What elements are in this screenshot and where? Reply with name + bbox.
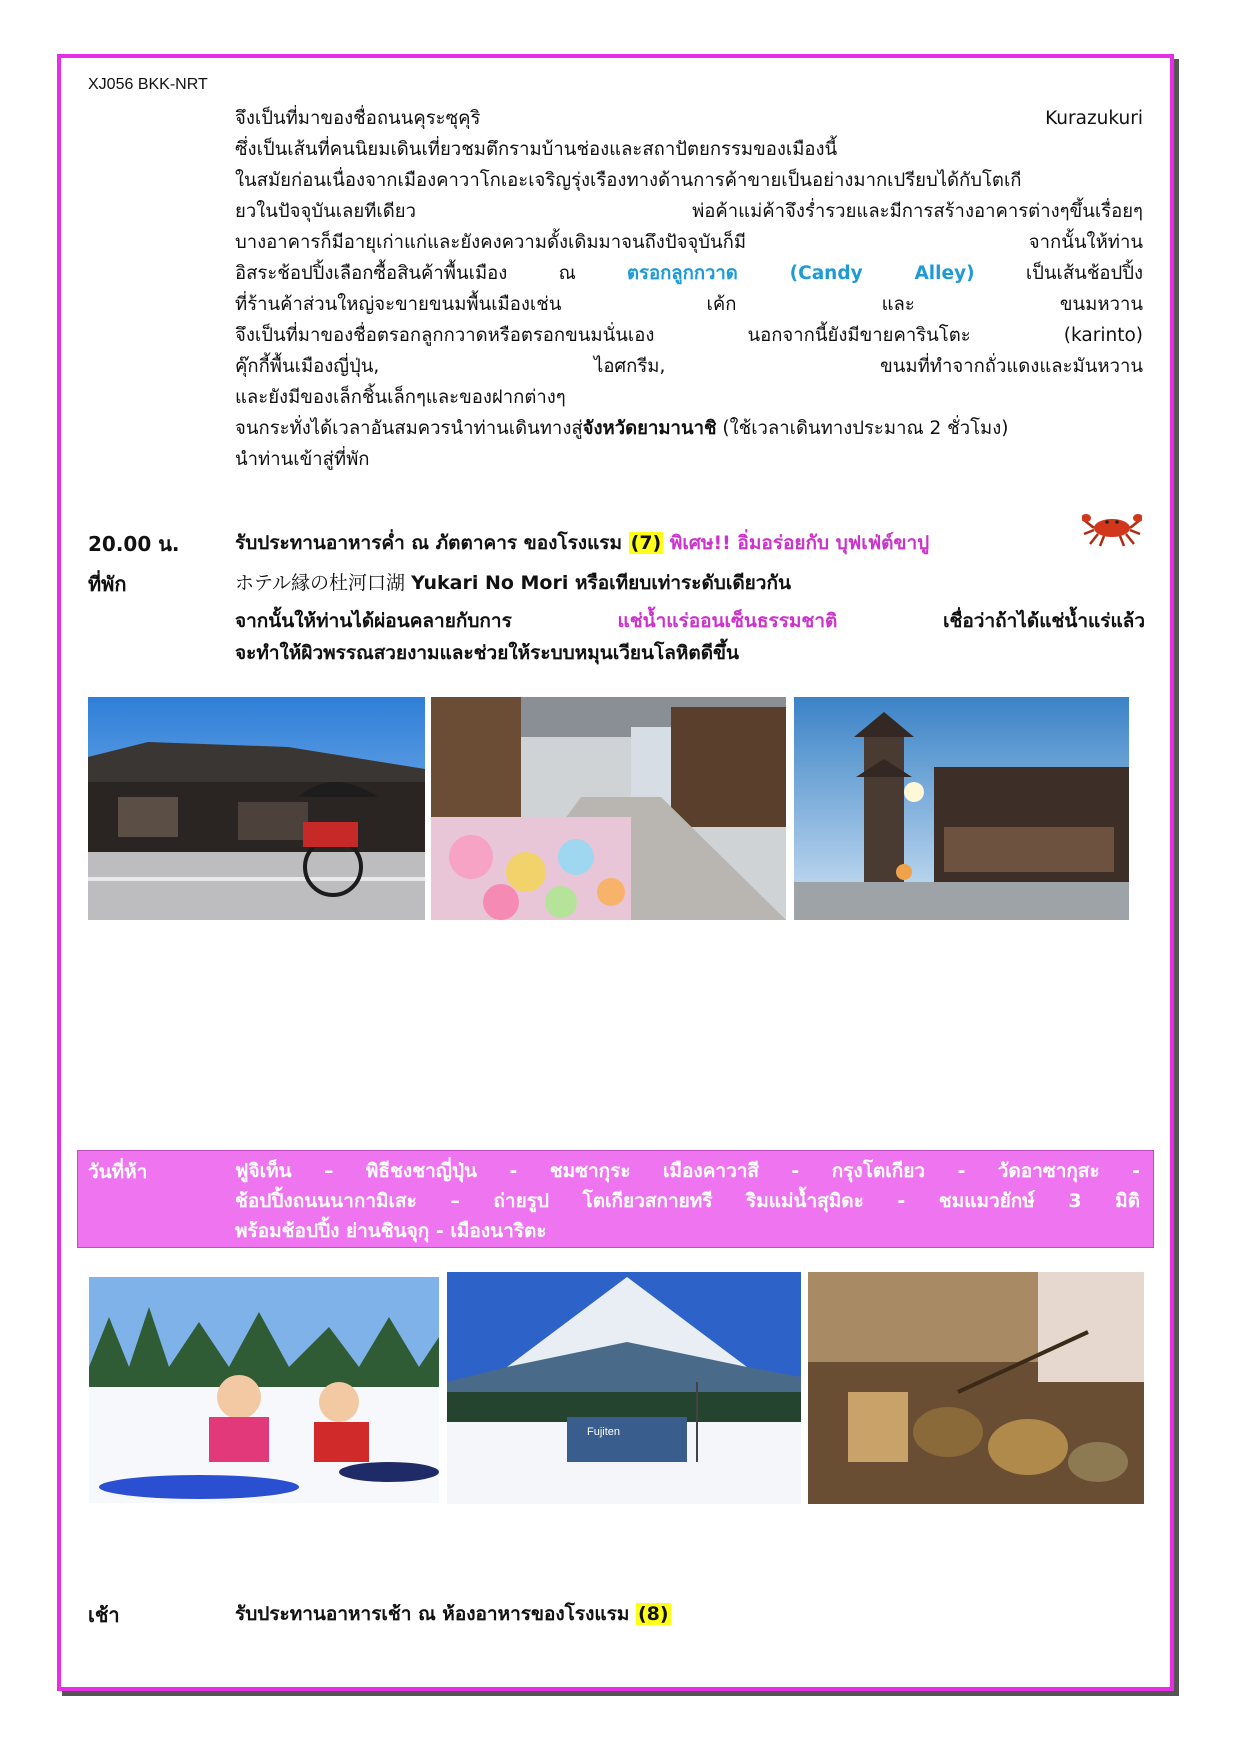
meal-number-badge: (8) xyxy=(637,1603,669,1625)
special-buffet-text: พิเศษ!! อิ่มอร่อยกับ บุฟเฟ่ต์ขาปู xyxy=(663,532,930,554)
ski-lodge-sign: Fujiten xyxy=(587,1426,621,1438)
hotel-japanese-name: ホテル縁の杜河口湖 xyxy=(235,572,412,594)
onsen-highlight: แช่น้ำแร่ออนเซ็นธรรมชาติ xyxy=(617,610,838,632)
crab-icon xyxy=(1082,510,1142,550)
photo-bell-tower xyxy=(794,697,1129,920)
intro-line: ยวในปัจจุบันเลยทีเดียว พ่อค้าแม่ค้าจึงร่ำรวยและมีการสร้างอาคารต่างๆขึ้นเรื่อยๆ xyxy=(235,201,1143,222)
photo-kurazukuri-street-rickshaw xyxy=(88,697,425,920)
hotel-name: Yukari No Mori xyxy=(411,572,569,594)
candy-alley-highlight: ตรอกลูกกวาด (Candy Alley) xyxy=(627,263,975,284)
intro-line: และยังมีของเล็กชิ้นเล็กๆและของฝากต่างๆ xyxy=(235,387,566,408)
photo-candy-alley xyxy=(431,697,786,920)
dinner-time: 20.00 น. xyxy=(88,532,180,556)
breakfast-label: เช้า xyxy=(88,1603,120,1627)
intro-line: ที่ร้านค้าส่วนใหญ่จะขายขนมพื้นเมืองเช่น เค้ก และ ขนมหวาน xyxy=(235,294,1143,315)
intro-paragraph xyxy=(235,103,1143,475)
photo-fujiten-ski-resort xyxy=(447,1272,801,1504)
itinerary-line: ช้อปปิ้งถนนนากามิเสะ – ถ่ายรูป โตเกียวสกายทรี ริมแม่น้ำสุมิดะ - ชมแมวยักษ์ 3 มิติ xyxy=(235,1190,1140,1212)
onsen-line-1: จากนั้นให้ท่านได้ผ่อนคลายกับการ แช่น้ำแร่ออนเซ็นธรรมชาติ เชื่อว่าถ้าได้แช่น้ำแร่แล้ว xyxy=(235,610,1145,632)
intro-line: จึงเป็นที่มาของชื่อถนนคุระซุคุริ Kurazukuri xyxy=(235,108,1143,129)
day-five-banner xyxy=(77,1150,1154,1248)
intro-line: ซึ่งเป็นเส้นที่คนนิยมเดินเที่ยวชมตึกรามบ้านช่องและสถาปัตยกรรมของเมืองนี้ xyxy=(235,139,838,160)
meal-number-badge: (7) xyxy=(630,532,662,554)
intro-line: นำท่านเข้าสู่ที่พัก xyxy=(235,449,370,470)
intro-line: ในสมัยก่อนเนื่องจากเมืองคาวาโกเอะเจริญรุ่งเรืองทางด้านการค้าขายเป็นอย่างมากเปรียบได้กับโตเกี xyxy=(235,170,1022,191)
tour-code: XJ056 BKK-NRT xyxy=(88,76,208,93)
hotel-label: ที่พัก xyxy=(88,572,127,596)
intro-line: จนกระทั่งได้เวลาอันสมควรนำท่านเดินทางสู่จังหวัดยามานาชิ (ใช้เวลาเดินทางประมาณ 2 ชั่วโมง) xyxy=(235,418,1009,439)
photo-tea-ceremony xyxy=(808,1272,1144,1504)
intro-line: จึงเป็นที่มาของชื่อตรอกลูกกวาดหรือตรอกขนมนั่นเอง นอกจากนี้ยังมีขายคารินโตะ (karinto) xyxy=(235,325,1143,346)
intro-line: อิสระช้อปปิ้งเลือกซื้อสินค้าพื้นเมือง ณ ตรอกลูกกวาด (Candy Alley) เป็นเส้นช้อปปิ้ง xyxy=(235,263,1144,284)
intro-line: บางอาคารก็มีอายุเก่าแก่และยังคงความดั้งเดิมมาจนถึงปัจจุบันก็มี จากนั้นให้ท่าน xyxy=(235,232,1143,253)
dinner-row: รับประทานอาหารค่ำ ณ ภัตตาคาร ของโรงแรม (7) พิเศษ!! อิ่มอร่อยกับ บุฟเฟ่ต์ขาปู xyxy=(235,532,930,554)
photo-kids-sledding xyxy=(89,1277,439,1503)
itinerary-line: ฟูจิเท็น – พิธีชงชาญี่ปุ่น - ชมซากุระ เมืองคาวาสี - กรุงโตเกียว - วัดอาซากุสะ - xyxy=(235,1160,1140,1182)
onsen-line-2: จะทำให้ผิวพรรณสวยงามและช่วยให้ระบบหมุนเวียนโลหิตดีขึ้น xyxy=(235,642,740,664)
hotel-row: ホテル縁の杜河口湖 Yukari No Mori หรือเทียบเท่าระดับเดียวกัน xyxy=(235,572,791,594)
intro-line: คุ๊กกี้พื้นเมืองญี่ปุ่น, ไอศกรีม, ขนมที่ทำจากถั่วแดงและมันหวาน xyxy=(235,356,1143,377)
day-five-itinerary xyxy=(235,1156,1140,1246)
breakfast-row: รับประทานอาหารเช้า ณ ห้องอาหารของโรงแรม (8) xyxy=(235,1603,669,1625)
yamanashi-bold: จังหวัดยามานาชิ xyxy=(582,418,717,439)
day-five-label: วันที่ห้า xyxy=(88,1161,148,1183)
itinerary-line: พร้อมช้อปปิ้ง ย่านชินจุกุ - เมืองนาริตะ xyxy=(235,1220,547,1242)
